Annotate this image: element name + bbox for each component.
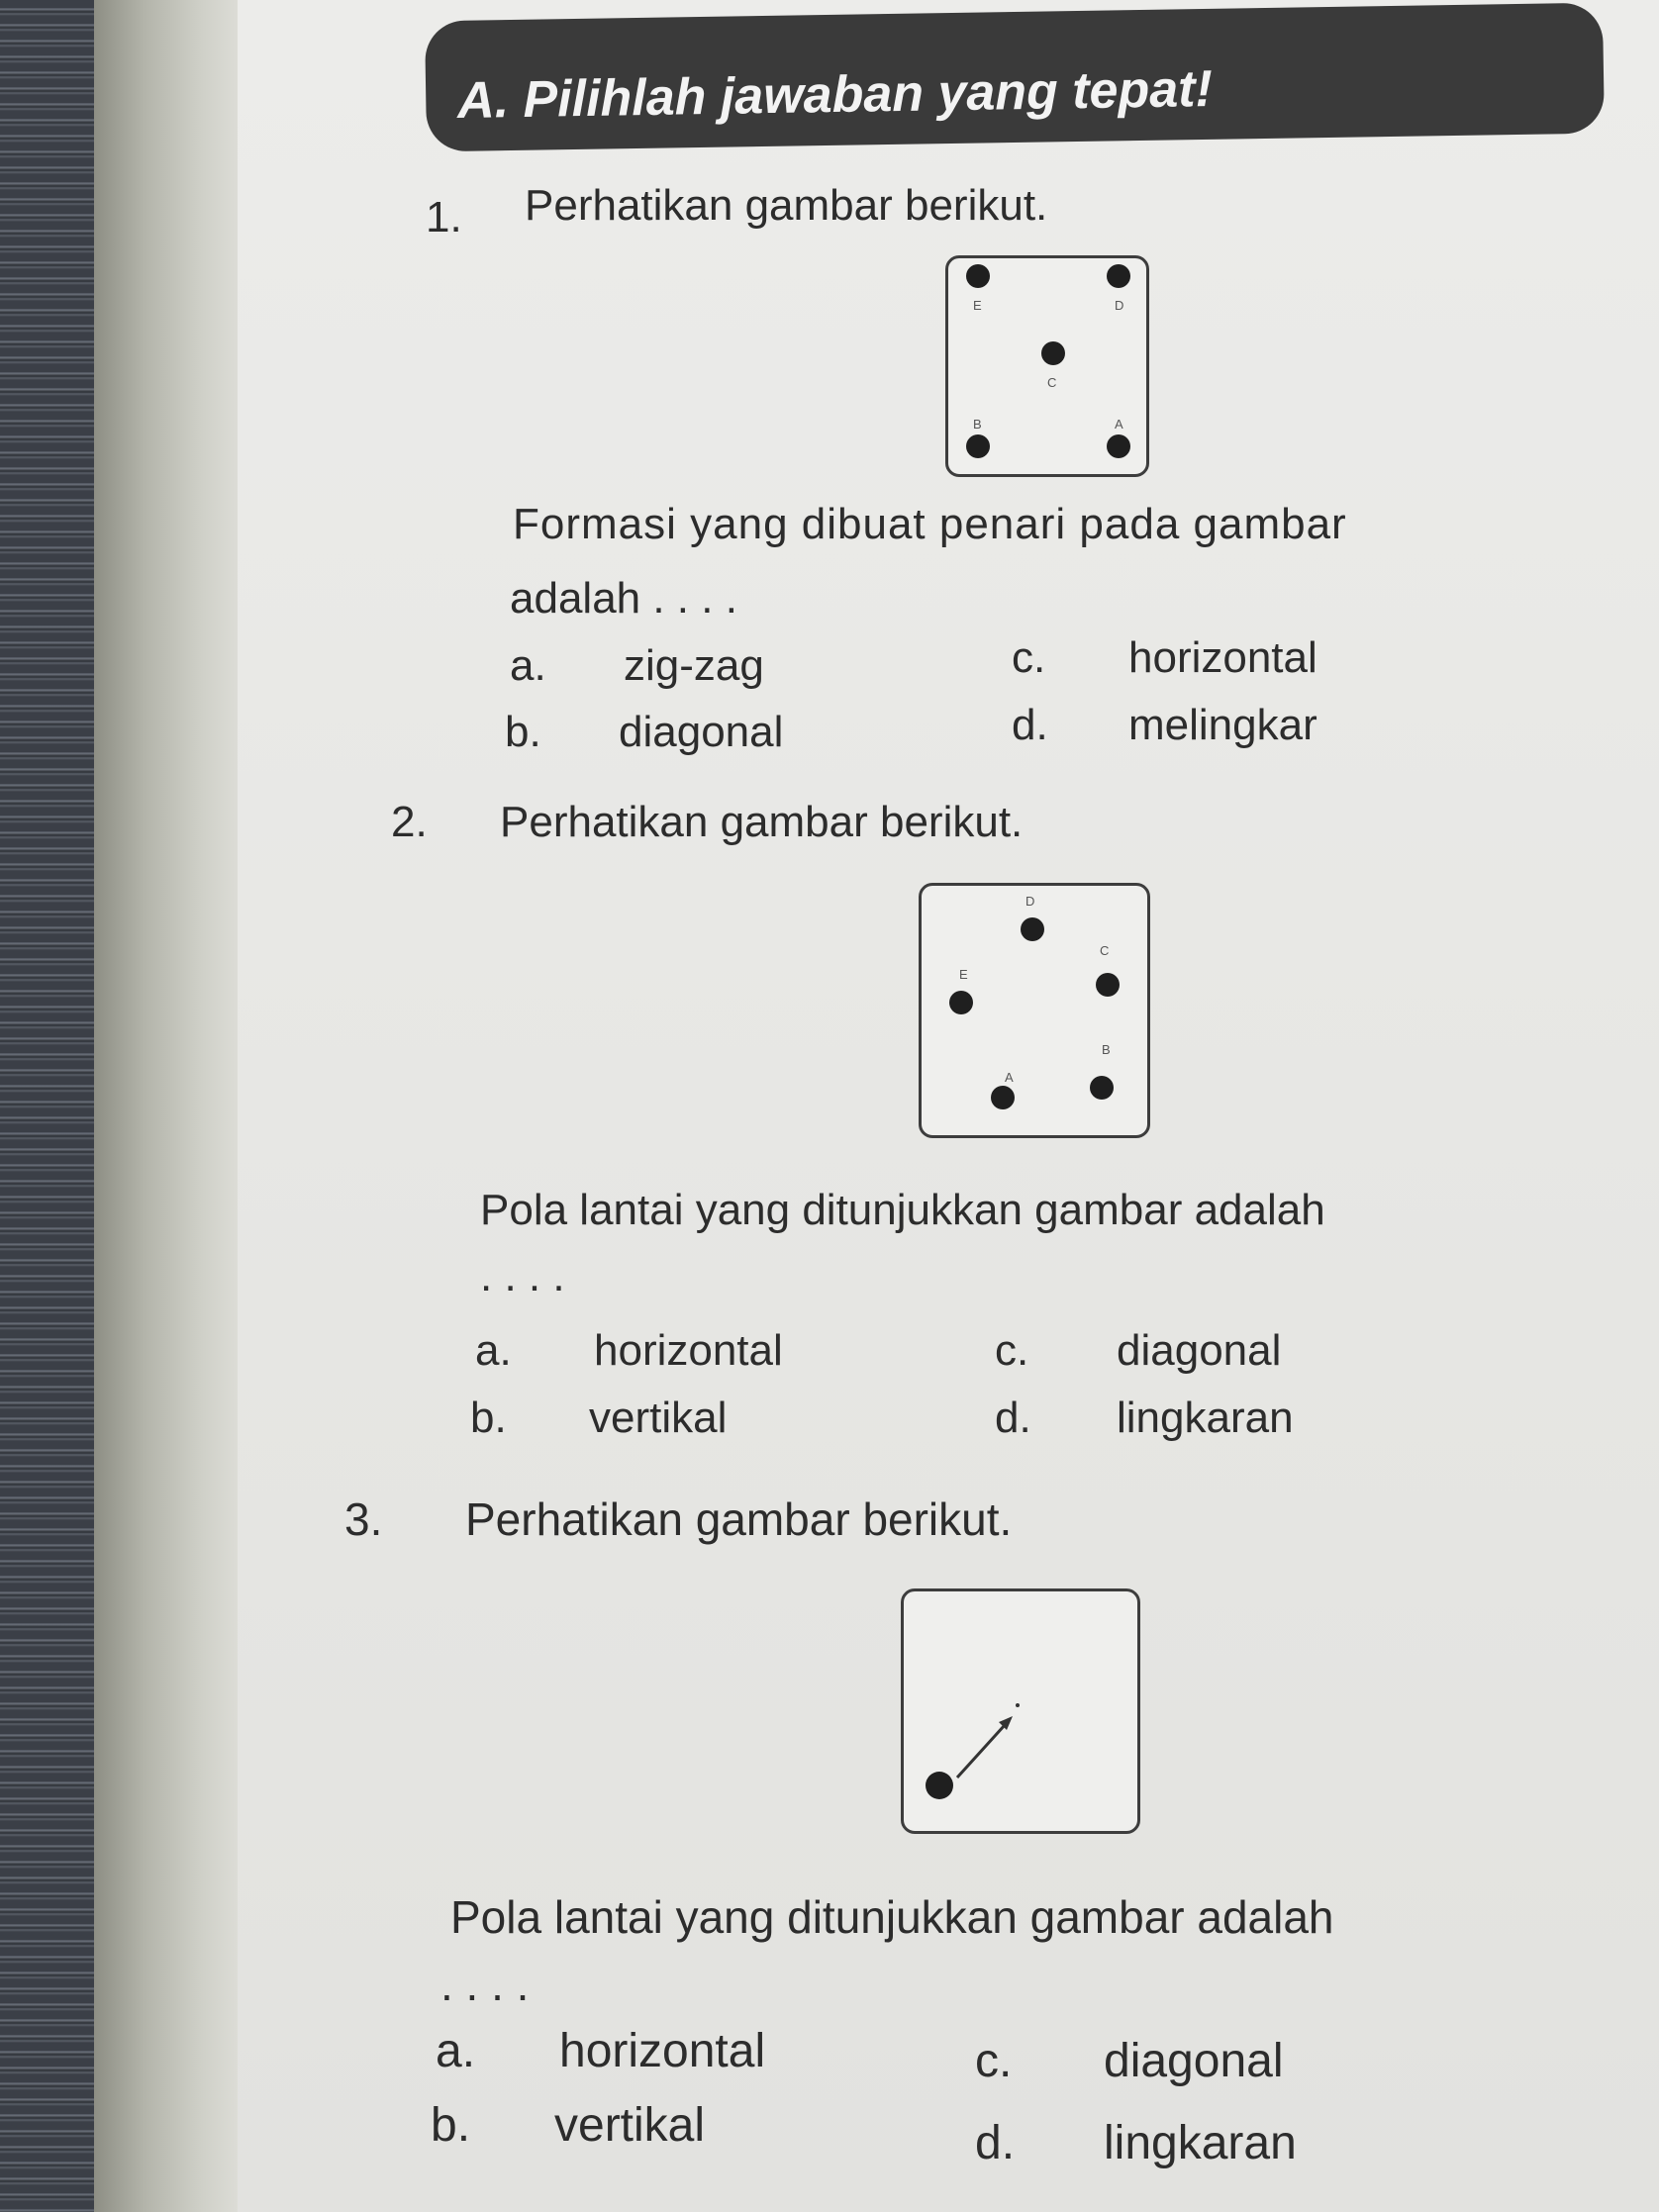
dancer-d-label: D xyxy=(1025,894,1035,909)
dancer-dot xyxy=(926,1772,953,1799)
q2-option-a-letter: a. xyxy=(475,1326,512,1375)
q3-option-d-letter: d. xyxy=(975,2117,1016,2169)
q2-option-b-text[interactable]: vertikal xyxy=(589,1394,728,1442)
q1-option-a-text[interactable]: zig-zag xyxy=(624,641,764,690)
q3-stem-line1: Pola lantai yang ditunjukkan gambar adalah xyxy=(450,1891,1334,1943)
q1-option-d-letter: d. xyxy=(1012,701,1048,749)
q1-stem-line1: Formasi yang dibuat penari pada gambar xyxy=(513,500,1347,548)
dancer-c-label: C xyxy=(1047,375,1057,390)
q1-stem-line2: adalah . . . . xyxy=(510,574,737,623)
q3-option-d-text[interactable]: lingkaran xyxy=(1104,2117,1297,2169)
q1-option-c-text[interactable]: horizontal xyxy=(1128,633,1317,682)
book-spine xyxy=(0,0,94,2212)
dancer-b-dot xyxy=(966,434,990,458)
q1-option-b-letter: b. xyxy=(505,708,541,756)
dancer-e-label: E xyxy=(973,298,982,313)
dancer-b-label: B xyxy=(1102,1042,1111,1057)
section-title: A. Pilihlah jawaban yang tepat! xyxy=(456,60,1214,130)
dancer-e-dot xyxy=(966,264,990,288)
dancer-a-dot xyxy=(1107,434,1130,458)
dancer-a-label: A xyxy=(1115,417,1123,432)
q2-stem-line1: Pola lantai yang ditunjukkan gambar adalah xyxy=(480,1186,1325,1234)
q2-option-d-text[interactable]: lingkaran xyxy=(1117,1394,1294,1442)
q2-prompt: Perhatikan gambar berikut. xyxy=(500,798,1024,846)
dancer-c-dot xyxy=(1041,341,1065,365)
dancer-c-dot xyxy=(1096,973,1120,997)
q2-option-a-text[interactable]: horizontal xyxy=(594,1326,783,1375)
q1-option-c-letter: c. xyxy=(1012,633,1046,682)
q1-option-a-letter: a. xyxy=(510,641,546,690)
q3-option-a-text[interactable]: horizontal xyxy=(559,2025,766,2077)
q1-option-b-text[interactable]: diagonal xyxy=(619,708,784,756)
q2-option-b-letter: b. xyxy=(470,1394,507,1442)
dancer-b-label: B xyxy=(973,417,982,432)
q2-option-c-letter: c. xyxy=(995,1326,1029,1375)
q3-option-c-text[interactable]: diagonal xyxy=(1104,2035,1284,2087)
dancer-a-label: A xyxy=(1005,1070,1014,1085)
q3-stem-line2: . . . . xyxy=(440,1959,530,2010)
q2-figure xyxy=(919,883,1150,1138)
dancer-e-label: E xyxy=(959,967,968,982)
q3-option-a-letter: a. xyxy=(436,2025,476,2077)
q3-option-c-letter: c. xyxy=(975,2035,1013,2087)
dancer-b-dot xyxy=(1090,1076,1114,1100)
q3-number: 3. xyxy=(344,1493,383,1545)
q2-option-c-text[interactable]: diagonal xyxy=(1117,1326,1282,1375)
dancer-a-dot xyxy=(991,1086,1015,1109)
dancer-d-label: D xyxy=(1115,298,1124,313)
page-gutter xyxy=(94,0,238,2212)
q1-option-d-text[interactable]: melingkar xyxy=(1128,701,1317,749)
q3-figure xyxy=(901,1588,1140,1834)
q1-prompt: Perhatikan gambar berikut. xyxy=(525,181,1048,230)
q3-prompt: Perhatikan gambar berikut. xyxy=(465,1493,1013,1545)
q1-figure xyxy=(945,255,1149,477)
dancer-e-dot xyxy=(949,991,973,1014)
q2-stem-line2: . . . . xyxy=(480,1252,565,1300)
q3-option-b-letter: b. xyxy=(431,2099,471,2152)
dancer-c-label: C xyxy=(1100,943,1110,958)
q3-option-b-text[interactable]: vertikal xyxy=(554,2099,706,2152)
q1-number: 1. xyxy=(426,193,462,241)
dancer-d-dot xyxy=(1021,917,1044,941)
q2-number: 2. xyxy=(391,798,428,846)
q2-option-d-letter: d. xyxy=(995,1394,1031,1442)
dancer-d-dot xyxy=(1107,264,1130,288)
